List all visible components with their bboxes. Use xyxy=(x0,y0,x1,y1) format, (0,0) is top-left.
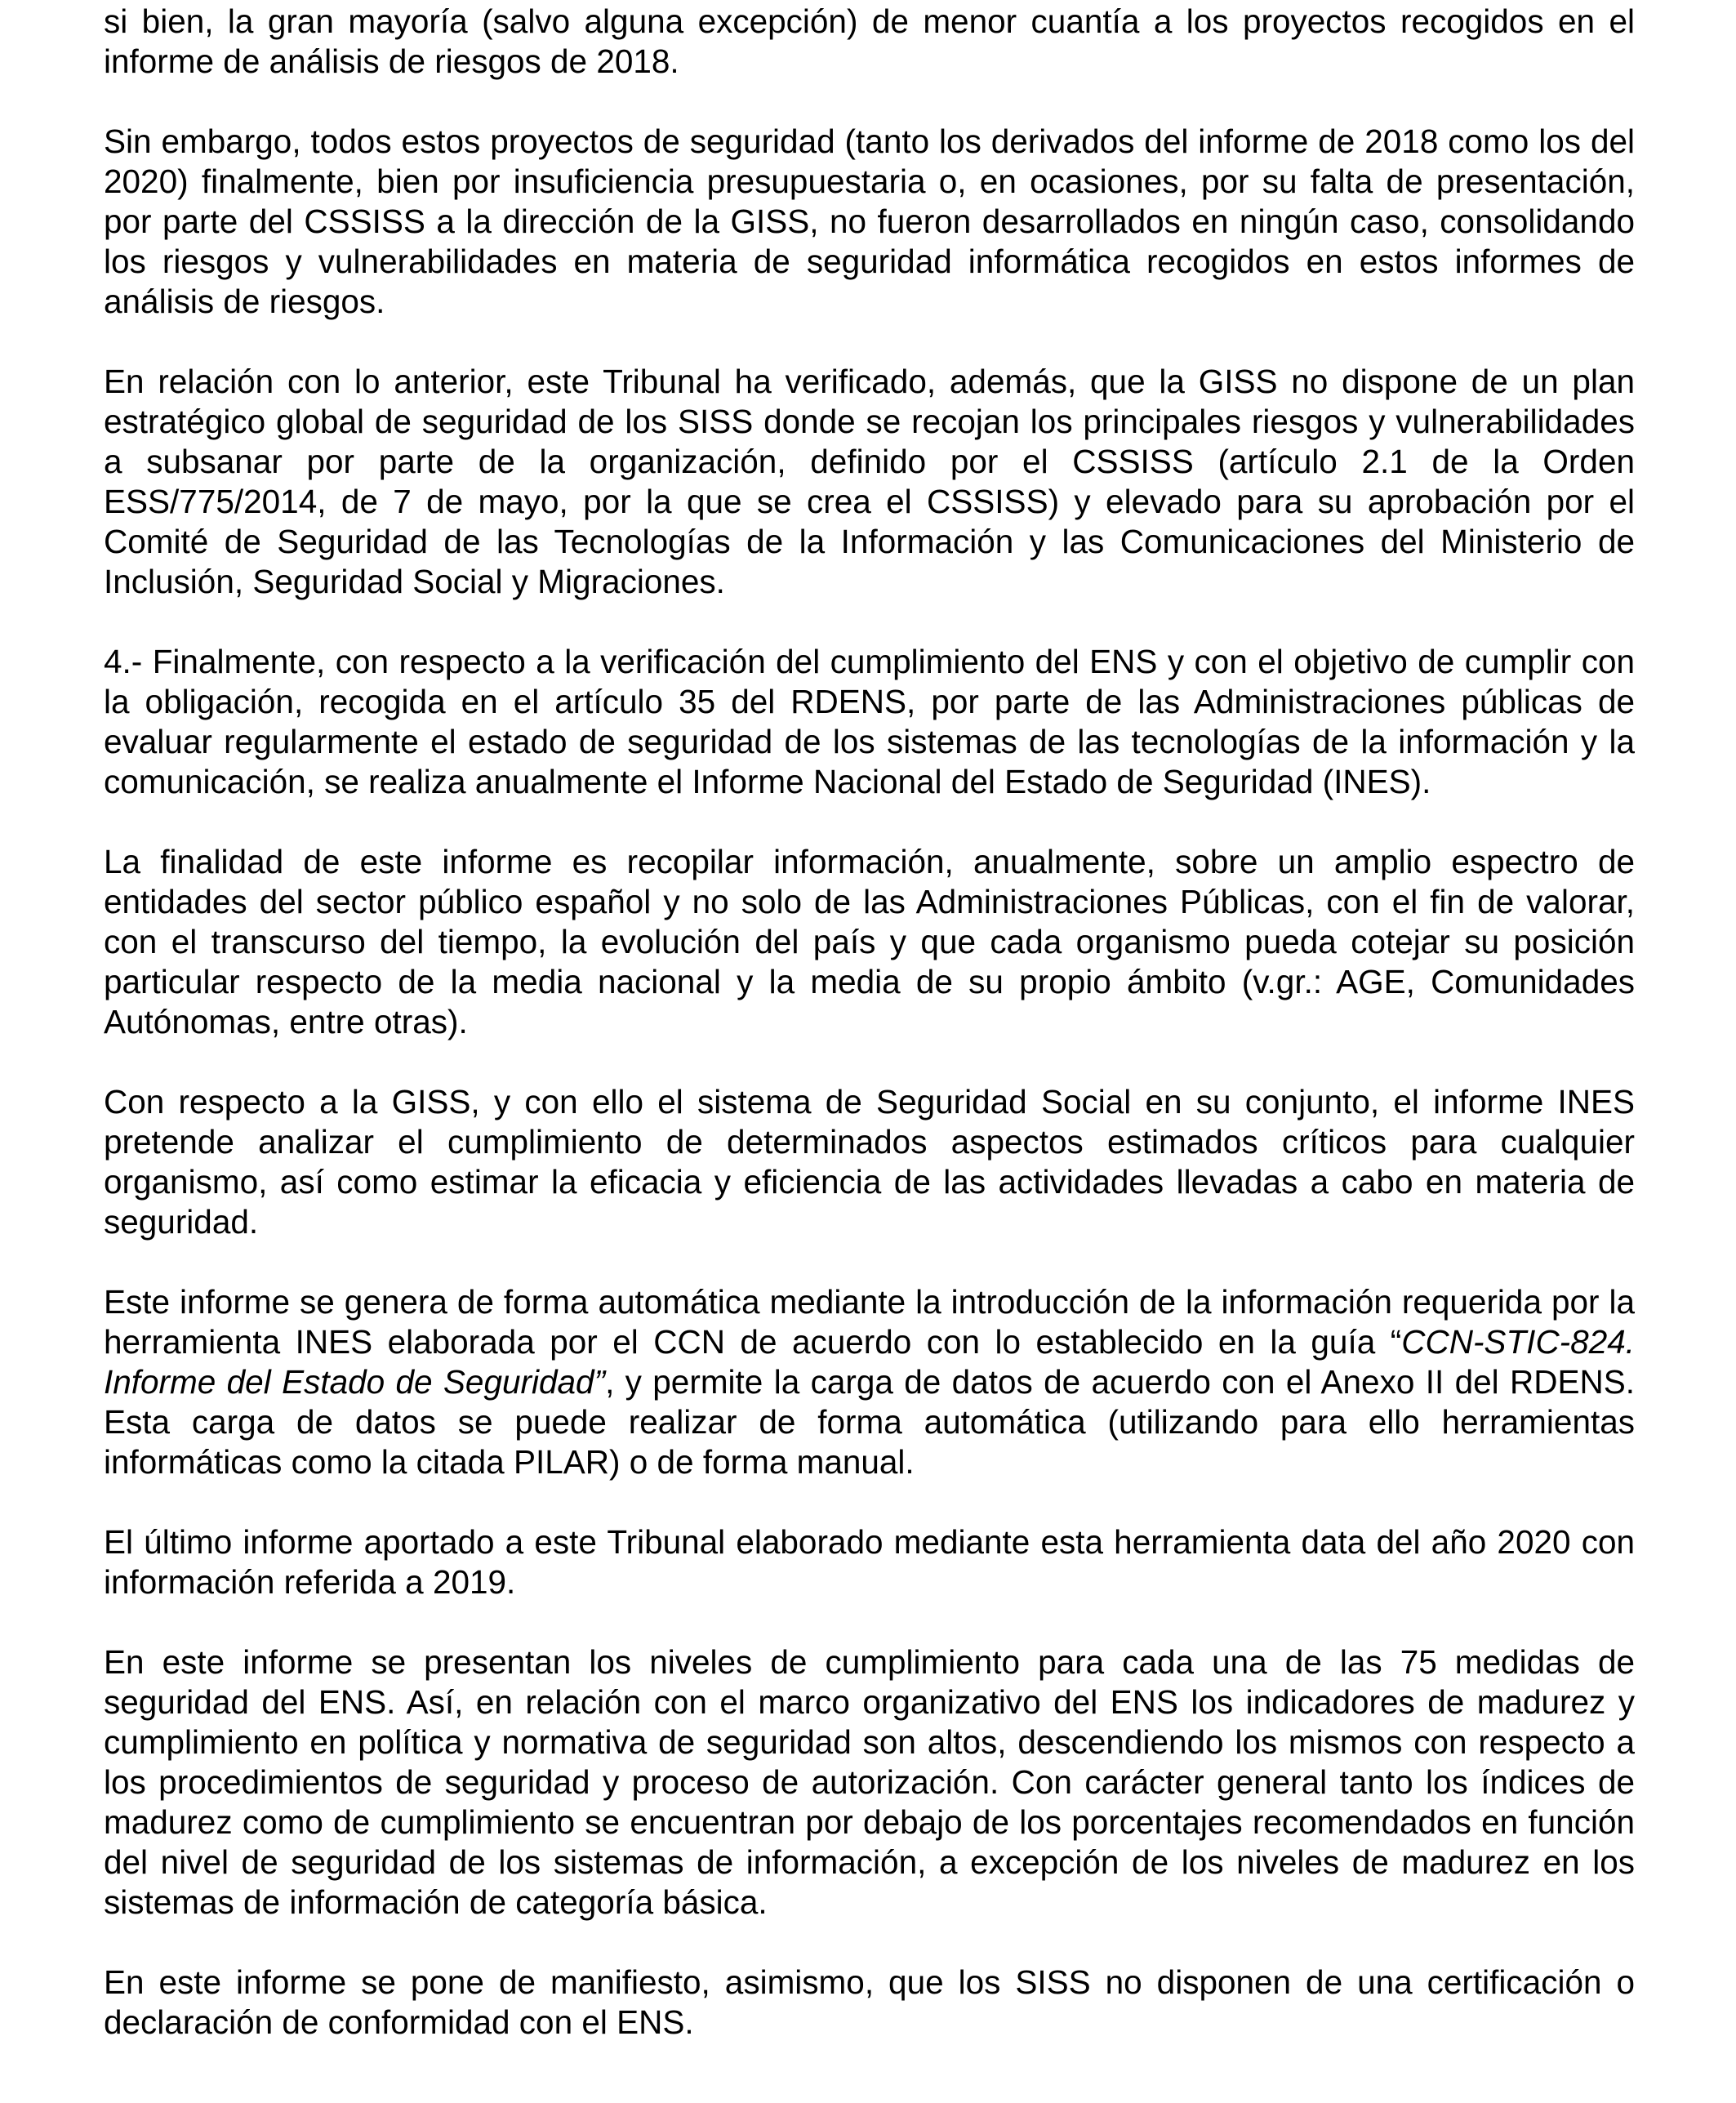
paragraph-7-text-end: , y permite la carga de datos de acuerdo con el Anexo II del RDENS. Esta carga de datos se puede realizar de forma automática (utilizando para ello herramientas informáticas como la citada PILAR) o de forma manual. xyxy=(104,1363,1636,1481)
paragraph-7-text-start: Este informe se genera de forma automática mediante la introducción de la información requerida por la herramienta INES elaborada por el CCN de acuerdo con lo establecido en la guía “ xyxy=(104,1283,1635,1361)
paragraph-1: si bien, la gran mayoría (salvo alguna excepción) de menor cuantía a los proyectos recogidos en el informe de análisis de riesgos de 2018. xyxy=(104,2,1635,80)
paragraph-8: El último informe aportado a este Tribunal elaborado mediante esta herramienta data del año 2020 con información referida a 2019. xyxy=(104,1523,1635,1601)
paragraph-5: La finalidad de este informe es recopilar información, anualmente, sobre un amplio espectro de entidades del sector público español y no solo de las Administraciones Públicas, con el fin de valorar, con el transcurso del tiempo, la evolución del país y que cada organismo pueda cotejar su posición particular respecto de la media nacional y la media de su propio ámbito (v.gr.: AGE, Comunidades Autónomas, entre otras). xyxy=(104,843,1635,1040)
guide-title-italic: CCN-STIC-824. Informe del Estado de Seguridad” xyxy=(104,1323,1635,1401)
paragraph-10: En este informe se pone de manifiesto, asimismo, que los SISS no disponen de una certificación o declaración de conformidad con el ENS. xyxy=(104,1963,1635,2041)
paragraph-2: Sin embargo, todos estos proyectos de seguridad (tanto los derivados del informe de 2018 como los del 2020) finalmente, bien por insuficiencia presupuestaria o, en ocasiones, por su falta de presentación, por parte del CSSISS a la dirección de la GISS, no fueron desarrollados en ningún caso, consolidando los riesgos y vulnerabilidades en materia de seguridad informática recogidos en estos informes de análisis de riesgos. xyxy=(104,123,1635,320)
paragraph-7 xyxy=(104,1282,1635,1482)
paragraph-9: En este informe se presentan los niveles de cumplimiento para cada una de las 75 medidas de seguridad del ENS. Así, en relación con el marco organizativo del ENS los indicadores de madurez y cumplimiento en política y normativa de seguridad son altos, descendiendo los mismos con respecto a los procedimientos de seguridad y proceso de autorización. Con carácter general tanto los índices de madurez como de cumplimiento se encuentran por debajo de los porcentajes recomendados en función del nivel de seguridad de los sistemas de información, a excepción de los niveles de madurez en los sistemas de información de categoría básica. xyxy=(104,1643,1635,1921)
paragraph-6: Con respecto a la GISS, y con ello el sistema de Seguridad Social en su conjunto, el informe INES pretende analizar el cumplimiento de determinados aspectos estimados críticos para cualquier organismo, así como estimar la eficacia y eficiencia de las actividades llevadas a cabo en materia de seguridad. xyxy=(104,1083,1635,1241)
paragraph-4: 4.- Finalmente, con respecto a la verificación del cumplimiento del ENS y con el objetivo de cumplir con la obligación, recogida en el artículo 35 del RDENS, por parte de las Administraciones públicas de evaluar regularmente el estado de seguridad de los sistemas de las tecnologías de la información y la comunicación, se realiza anualmente el Informe Nacional del Estado de Seguridad (INES). xyxy=(104,643,1635,800)
document-page xyxy=(104,2,1635,2043)
paragraph-3: En relación con lo anterior, este Tribunal ha verificado, además, que la GISS no dispone de un plan estratégico global de seguridad de los SISS donde se recojan los principales riesgos y vulnerabilidades a subsanar por parte de la organización, definido por el CSSISS (artículo 2.1 de la Orden ESS/775/2014, de 7 de mayo, por la que se crea el CSSISS) y elevado para su aprobación por el Comité de Seguridad de las Tecnologías de la Información y las Comunicaciones del Ministerio de Inclusión, Seguridad Social y Migraciones. xyxy=(104,363,1635,600)
